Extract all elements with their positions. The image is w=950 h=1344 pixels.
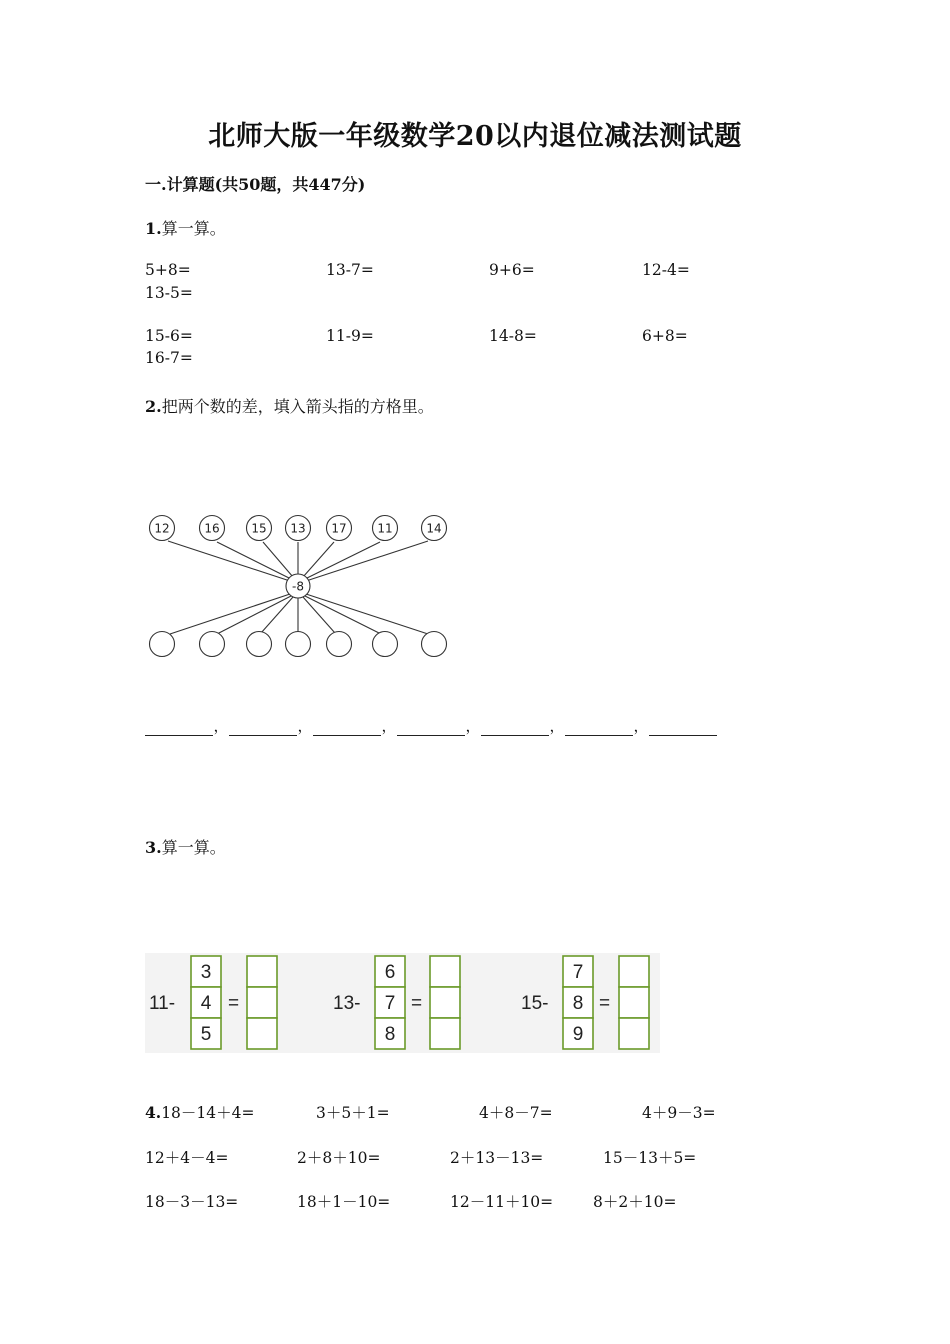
answer-blank[interactable] (397, 719, 465, 736)
subtrahend: 7 (384, 993, 396, 1014)
answer-box[interactable] (247, 1018, 277, 1049)
answer-blank[interactable] (481, 719, 549, 736)
question-number: 4. (145, 1103, 162, 1122)
expression: 2＋8＋10= (297, 1149, 381, 1167)
minuend-label: 13- (333, 993, 361, 1014)
minuend-label: 11- (149, 993, 176, 1014)
separator: ， (633, 717, 649, 735)
section-heading: 一.计算题(共50题，共447分) (145, 175, 366, 194)
separator: ， (381, 717, 397, 735)
top-number: 14 (426, 521, 442, 536)
answer-circle (286, 632, 311, 657)
question-text: 算一算。 (161, 838, 226, 857)
answer-blank[interactable] (313, 719, 381, 736)
expression: 6+8= (642, 327, 688, 345)
question-number: 1. (145, 219, 162, 238)
q1-row-2 (145, 327, 745, 349)
expression: 18＋1－10= (297, 1193, 391, 1211)
subtrahend: 7 (572, 962, 584, 983)
answer-box[interactable] (619, 956, 649, 987)
answer-box[interactable] (619, 1018, 649, 1049)
top-number: 15 (251, 521, 267, 536)
expression: 12＋4－4= (145, 1149, 229, 1167)
answer-blank[interactable] (229, 719, 297, 736)
question-3 (145, 835, 226, 858)
subtrahend: 6 (384, 962, 396, 983)
expression-text: 18－14＋4= (161, 1104, 255, 1122)
answer-circle (422, 632, 447, 657)
equals-sign: = (411, 993, 423, 1014)
equals-sign: = (599, 993, 611, 1014)
expression: 13-5= (145, 284, 193, 302)
expression: 2＋13－13= (450, 1149, 544, 1167)
subtraction-spider-diagram (140, 508, 460, 672)
answer-box[interactable] (430, 1018, 460, 1049)
expression: 15－13＋5= (603, 1149, 697, 1167)
answer-circle (327, 632, 352, 657)
question-text: 算一算。 (161, 219, 226, 238)
subtrahend: 9 (572, 1024, 584, 1045)
answer-box[interactable] (430, 987, 460, 1018)
separator: ， (213, 717, 229, 735)
expression: 18－3－13= (145, 1193, 239, 1211)
page-title: 北师大版一年级数学20以内退位减法测试题 (208, 121, 742, 152)
q4-row-3 (145, 1190, 745, 1212)
question-text: 把两个数的差，填入箭头指的方格里。 (161, 397, 434, 416)
answer-circle (200, 632, 225, 657)
center-operator: -8 (292, 579, 304, 594)
subtrahend: 4 (200, 993, 212, 1014)
separator: ， (297, 717, 313, 735)
expression: 4＋9－3= (642, 1104, 716, 1122)
expression (145, 1101, 254, 1123)
answer-circle (247, 632, 272, 657)
expression: 9+6= (489, 261, 535, 279)
answer-blank[interactable] (565, 719, 633, 736)
expression: 12－11＋10= (450, 1193, 554, 1211)
subtrahend: 8 (572, 993, 584, 1014)
top-number: 12 (154, 521, 170, 536)
answer-blanks (145, 715, 717, 736)
subtrahend: 8 (384, 1024, 396, 1045)
answer-box[interactable] (247, 956, 277, 987)
box-subtraction-panel (145, 953, 660, 1053)
answer-box[interactable] (247, 987, 277, 1018)
answer-circle (373, 632, 398, 657)
top-number: 13 (290, 521, 306, 536)
top-number: 16 (204, 521, 220, 536)
expression: 15-6= (145, 327, 193, 345)
expression: 14-8= (489, 327, 537, 345)
question-1 (145, 216, 226, 239)
expression: 13-7= (326, 261, 374, 279)
question-2 (145, 394, 434, 417)
answer-blank[interactable] (649, 719, 717, 736)
expression: 16-7= (145, 349, 193, 367)
expression: 5+8= (145, 261, 191, 279)
answer-circle (150, 632, 175, 657)
question-number: 2. (145, 397, 162, 416)
answer-box[interactable] (430, 956, 460, 987)
subtrahend: 5 (200, 1024, 212, 1045)
expression: 12-4= (642, 261, 690, 279)
answer-box[interactable] (619, 987, 649, 1018)
top-number: 17 (331, 521, 347, 536)
expression: 3＋5＋1= (316, 1104, 390, 1122)
expression: 4＋8－7= (479, 1104, 553, 1122)
expression: 11-9= (326, 327, 374, 345)
expression: 8＋2＋10= (593, 1193, 677, 1211)
question-number: 3. (145, 838, 162, 857)
minuend-label: 15- (521, 993, 549, 1014)
q1-row-1 (145, 261, 745, 283)
equals-sign: = (228, 993, 240, 1014)
separator: ， (465, 717, 481, 735)
subtrahend: 3 (200, 962, 212, 983)
q4-row-2 (145, 1146, 745, 1168)
answer-blank[interactable] (145, 719, 213, 736)
separator: ， (549, 717, 565, 735)
top-number: 11 (377, 521, 393, 536)
q4-row-1 (145, 1101, 755, 1123)
